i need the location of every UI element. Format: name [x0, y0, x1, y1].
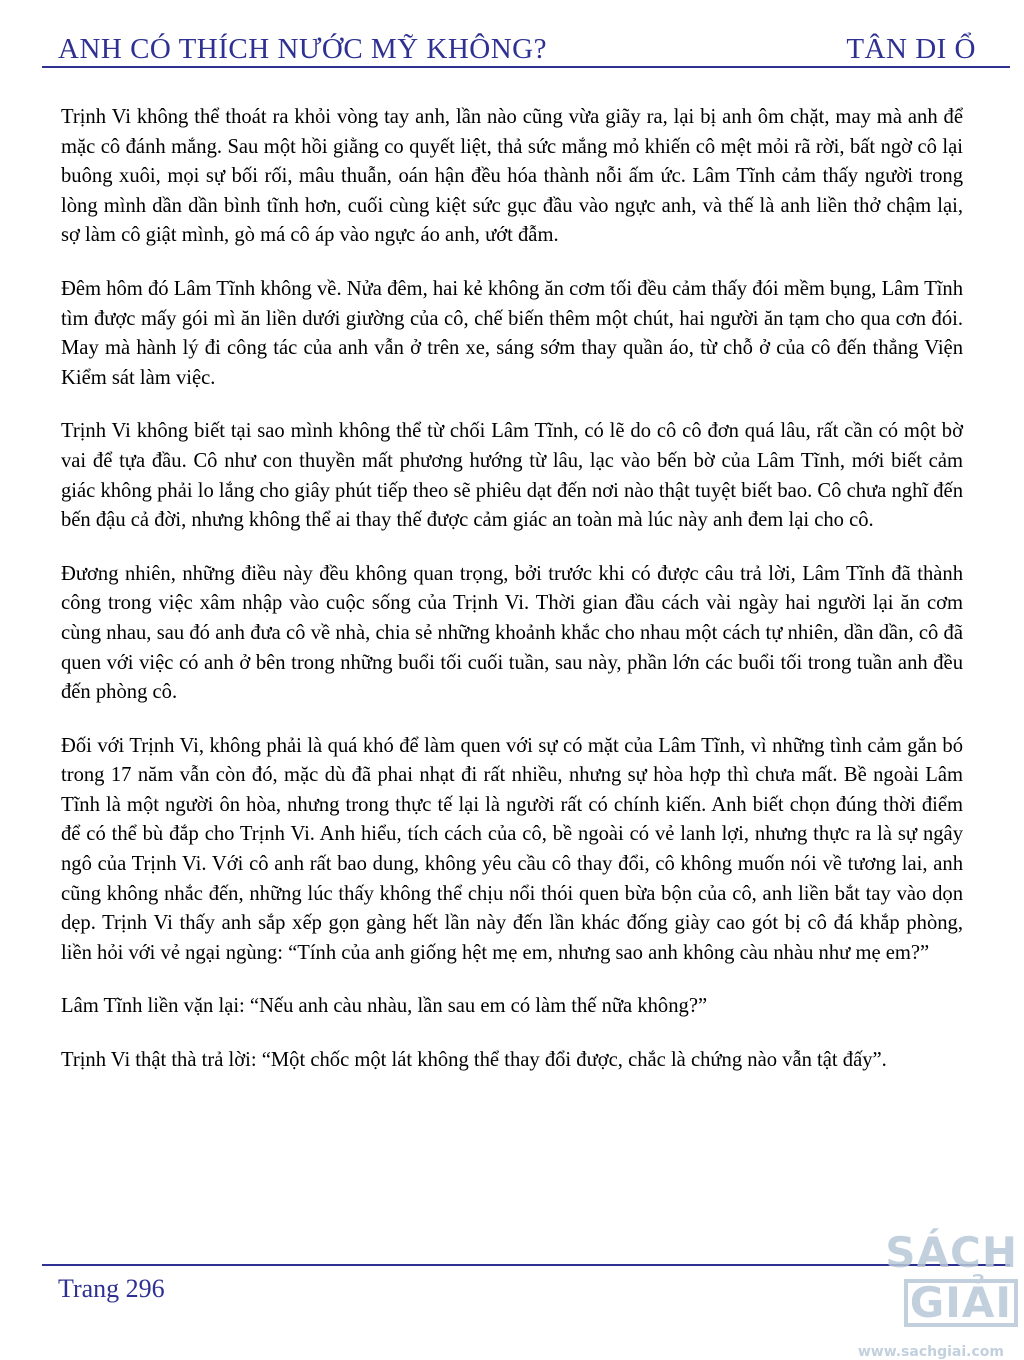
watermark-logo: [818, 1228, 1018, 1328]
watermark: [818, 1228, 1018, 1360]
watermark-url: www.sachgiai.com: [857, 1344, 1004, 1360]
author-name: TÂN DI Ổ: [846, 33, 976, 65]
header-divider: [42, 66, 1010, 68]
paragraph: Trịnh Vi thật thà trả lời: “Một chốc một lát không thể thay đổi được, chắc là chứng nào vẫn tật đấy”.: [61, 1049, 887, 1072]
page-body: [61, 103, 963, 1100]
page-number: Trang 296: [58, 1274, 165, 1303]
watermark-logo-part1: SÁCH: [885, 1228, 1018, 1277]
page-header: [58, 26, 976, 66]
paragraph: Trịnh Vi không biết tại sao mình không thể từ chối Lâm Tĩnh, có lẽ do cô cô đơn quá lâu, rất cần có một bờ vai để tựa đầu. Cô như con thuyền mất phương hướng từ lâu, lạc vào bến bờ của Lâm Tĩnh, mới biết cảm giác không phải lo lắng cho giây phút tiếp theo sẽ phiêu dạt đến nơi nào thật tuyệt biết bao. Cô chưa nghĩ đến bến đậu cả đời, nhưng không thể ai thay thế được cảm giác an toàn mà lúc này anh đem lại cho cô.: [61, 420, 963, 532]
paragraph: Trịnh Vi không thể thoát ra khỏi vòng tay anh, lần nào cũng vừa giãy ra, lại bị anh ôm chặt, may mà anh để mặc cô đánh mắng. Sau một hồi giằng co quyết liệt, thả sức mắng mỏ khiến cô mệt mỏi rã rời, bất ngờ cô lại buông xuôi, mọi sự bối rối, mâu thuẫn, oán hận đều hóa thành nỗi ấm ức. Lâm Tĩnh cảm thấy người trong lòng mình dần dần bình tĩnh hơn, cuối cùng kiệt sức gục đầu vào ngực anh, và thế là anh liền thở chậm lại, sợ làm cô giật mình, gò má cô áp vào ngực áo anh, ướt đẫm.: [61, 106, 963, 247]
paragraph: Đương nhiên, những điều này đều không quan trọng, bởi trước khi có được câu trả lời, Lâm Tĩnh đã thành công trong việc xâm nhập vào cuộc sống của Trịnh Vi. Thời gian đầu cách vài ngày hai người lại ăn cơm cùng nhau, sau đó anh đưa cô về nhà, chia sẻ những khoảnh khắc cho nhau một cách tự nhiên, dần dần, cô đã quen với việc có anh ở bên trong những buổi tối cuối tuần, sau này, phần lớn các buổi tối trong tuần anh đều đến phòng cô.: [61, 562, 963, 704]
paragraph: Lâm Tĩnh liền vặn lại: “Nếu anh càu nhàu, lần sau em có làm thế nữa không?”: [61, 995, 708, 1018]
watermark-logo-part2: GIẢI: [904, 1279, 1018, 1327]
book-title: ANH CÓ THÍCH NƯỚC MỸ KHÔNG?: [58, 33, 547, 65]
paragraph: Đêm hôm đó Lâm Tĩnh không về. Nửa đêm, hai kẻ không ăn cơm tối đều cảm thấy đói mềm bụng, Lâm Tĩnh tìm được mấy gói mì ăn liền dưới giường của cô, chế biến thêm một chút, hai người ăn tạm cho qua cơn đói. May mà hành lý đi công tác của anh vẫn ở trên xe, sáng sớm thay quần áo, từ chỗ ở của cô đến thẳng Viện Kiểm sát làm việc.: [61, 277, 963, 389]
paragraph: Đối với Trịnh Vi, không phải là quá khó để làm quen với sự có mặt của Lâm Tĩnh, vì những tình cảm gắn bó trong 17 năm vẫn còn đó, mặc dù đã phai nhạt đi rất nhiều, nhưng sự hòa hợp thì chưa mất. Bề ngoài Lâm Tĩnh là một người ôn hòa, nhưng trong thực tế lại là người rất có chính kiến. Anh biết chọn đúng thời điểm để có thể bù đắp cho Trịnh Vi. Anh hiểu, tích cách của cô, bề ngoài có vẻ lanh lợi, nhưng thực ra là sự ngây ngô của Trịnh Vi. Với cô anh rất bao dung, không yêu cầu cô thay đổi, cô không muốn nói về tương lai, anh cũng không nhắc đến, những lúc thấy không thể chịu nổi thói quen bừa bộn của cô, anh liền bắt tay vào dọn dẹp. Trịnh Vi thấy anh sắp xếp gọn gàng hết lần này đến lần khác đống giày cao gót bị cô đá khắp phòng, liền hỏi với vẻ ngại ngùng: “Tính của anh giống hệt mẹ em, nhưng sao anh không càu nhàu như mẹ em?”: [61, 734, 963, 964]
